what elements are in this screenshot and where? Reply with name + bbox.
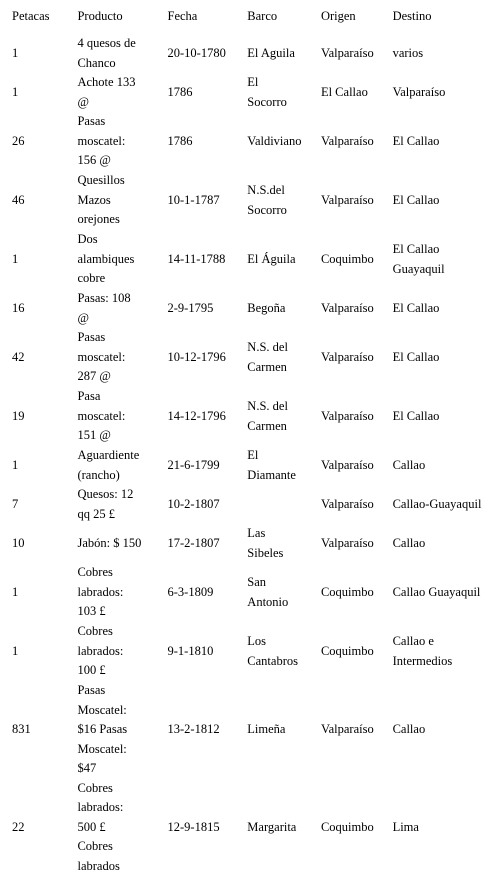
cell-producto [69,34,159,73]
cell-fecha: 1786 [167,133,193,148]
cell-producto-line: moscatel: [77,408,126,423]
table-row [4,171,491,230]
table-row [4,779,491,877]
table-row [4,485,491,524]
cell-barco-line: Begoña [247,300,286,315]
cell-fecha: 10-2-1807 [167,496,220,511]
cell-producto-line: Chanco [77,55,116,70]
cell-destino [385,779,491,877]
cell-producto-line: Cobres [77,839,113,853]
cell-barco-line: El [247,75,259,89]
cell-petacas: 10 [12,535,25,550]
cell-barco [239,112,313,171]
cell-producto-line: @ [77,310,89,325]
cell-destino [385,485,491,524]
cell-barco-line: Socorro [247,94,287,109]
cell-origen: Valparaíso [320,349,374,364]
cell-petacas: 1 [12,251,19,266]
cell-origen: El Callao [320,84,368,99]
cell-barco-line: San [247,575,267,589]
cell-producto-line: Pasa [77,389,101,404]
table-row [4,446,491,485]
cell-producto-line: (rancho) [77,467,120,482]
table-row [4,524,491,563]
cell-origen: Valparaíso [320,300,374,315]
cell-fecha: 10-1-1787 [167,192,220,207]
cell-barco-line: El Aguila [247,45,295,60]
cell-producto-line: Mazos [77,192,111,207]
cell-barco [239,622,313,681]
cell-producto [69,230,159,289]
cell-fecha: 20-10-1780 [167,45,226,60]
header-destino: Destino [392,9,432,24]
cell-fecha: 21-6-1799 [167,457,220,472]
cell-petacas: 7 [12,496,19,511]
table-body [4,34,491,876]
cell-petacas: 1 [12,643,19,658]
cell-destino-line: Intermedios [392,653,453,668]
cell-barco-line: Limeña [247,722,286,736]
cell-petacas: 16 [12,300,25,315]
cell-destino-line: Callao [392,722,426,736]
cell-barco [239,779,313,877]
cell-barco [239,73,313,112]
cell-producto-line: $47 [77,761,97,775]
cell-origen: Coquimbo [320,643,374,658]
cell-destino-line: El Callao [392,349,440,364]
cell-producto-line: labrados: [77,643,124,658]
cell-barco [239,34,313,73]
cell-producto-line: Achote 133 [77,75,136,89]
table-row [4,73,491,112]
cell-destino [385,34,491,73]
cell-producto-line: Pasas [77,114,106,129]
table-row [4,563,491,622]
cell-producto-line: Moscatel: [77,702,127,717]
cell-barco [239,171,313,230]
cell-destino-line: Callao-Guayaquil [392,496,482,511]
cell-producto-line: labrados: [77,584,124,599]
table-row [4,328,491,387]
cell-destino [385,171,491,230]
cell-producto-line: Cobres [77,624,113,639]
cell-petacas: 46 [12,192,25,207]
cell-destino [385,289,491,328]
cell-petacas: 22 [12,819,25,834]
cell-destino [385,230,491,289]
cell-barco [239,446,313,485]
cell-producto [69,779,159,877]
cell-barco [239,289,313,328]
cell-fecha: 13-2-1812 [167,722,220,736]
cell-destino [385,73,491,112]
cell-barco [239,328,313,387]
cell-producto-line: 103 £ [77,604,106,619]
shipments-table [4,0,491,876]
cell-barco-line: N.S. del [247,340,288,354]
cell-producto-line: Dos [77,232,98,247]
cell-fecha: 10-12-1796 [167,349,226,364]
cell-producto [69,485,159,524]
cell-origen: Coquimbo [320,584,374,599]
cell-origen: Valparaíso [320,496,374,511]
cell-destino-line: Callao e [392,634,434,648]
cell-producto [69,289,159,328]
cell-destino-line: Valparaíso [392,84,446,99]
cell-barco-line: Diamante [247,467,296,482]
cell-producto-line: Pasas [77,330,106,345]
cell-petacas: 1 [12,584,19,599]
cell-producto-line: labrados: [77,800,124,814]
cell-producto-line: 100 £ [77,663,106,678]
cell-producto-line: $16 Pasas [77,722,128,736]
cell-destino-line: Callao Guayaquil [392,584,481,599]
cell-producto-line: cobre [77,271,106,286]
cell-petacas: 19 [12,408,25,423]
cell-fecha: 2-9-1795 [167,300,214,315]
cell-barco [239,681,313,779]
cell-barco-line: Socorro [247,202,287,217]
cell-producto [69,681,159,779]
cell-barco-line: Sibeles [247,545,284,560]
cell-producto [69,387,159,446]
table-row [4,34,491,73]
cell-barco-line: N.S.del [247,183,285,197]
cell-destino [385,622,491,681]
cell-producto-line: Pasas: 108 [77,291,131,305]
cell-barco-line: N.S. del [247,399,288,413]
cell-barco-line: El Águila [247,251,296,266]
cell-destino-line: El Callao [392,242,440,256]
header-fecha: Fecha [167,9,198,24]
cell-destino-line: varios [392,45,424,60]
cell-origen: Valparaíso [320,408,374,423]
cell-producto-line: 151 @ [77,428,111,443]
cell-producto-line: Cobres [77,565,113,580]
cell-barco [239,387,313,446]
table-row [4,230,491,289]
cell-fecha: 14-12-1796 [167,408,226,423]
cell-producto-line: Aguardiente [77,448,140,462]
cell-barco-line: Valdiviano [247,133,302,148]
cell-destino [385,446,491,485]
cell-fecha: 14-11-1788 [167,251,226,266]
header-producto: Producto [77,9,123,24]
cell-origen: Valparaíso [320,722,374,736]
cell-destino [385,563,491,622]
cell-petacas: 831 [12,722,31,736]
cell-barco-line: Carmen [247,359,287,374]
cell-barco-line: El [247,448,259,462]
cell-destino-line: El Callao [392,408,440,423]
cell-barco [239,485,313,524]
cell-producto [69,622,159,681]
cell-producto-line: 156 @ [77,153,111,168]
cell-fecha: 6-3-1809 [167,584,214,599]
cell-origen: Valparaíso [320,535,374,550]
cell-producto [69,524,159,563]
cell-origen: Valparaíso [320,457,374,472]
cell-petacas: 1 [12,45,19,60]
table-row [4,622,491,681]
header-petacas: Petacas [12,9,50,24]
cell-producto-line: 287 @ [77,369,111,384]
cell-petacas: 42 [12,349,25,364]
cell-producto-line: moscatel: [77,349,126,364]
cell-barco-line: Los [247,634,267,648]
cell-producto-line: Quesos: 12 [77,487,134,501]
cell-destino-line: Callao [392,457,426,472]
cell-producto-line: Pasas [77,683,106,697]
cell-destino-line: El Callao [392,300,440,315]
cell-producto-line: labrados [77,858,120,873]
cell-petacas: 26 [12,133,25,148]
cell-petacas: 1 [12,84,19,99]
cell-destino [385,387,491,446]
cell-destino-line: Guayaquil [392,261,445,276]
cell-producto-line: moscatel: [77,133,126,148]
table-row [4,681,491,779]
cell-barco-line: Las [247,526,266,540]
cell-fecha: 17-2-1807 [167,535,220,550]
cell-fecha: 9-1-1810 [167,643,214,658]
cell-producto-line: Cobres [77,780,113,795]
cell-destino-line: El Callao [392,192,440,207]
cell-producto [69,446,159,485]
cell-destino-line: El Callao [392,133,440,148]
cell-barco [239,524,313,563]
cell-barco-line: Carmen [247,418,287,433]
cell-fecha: 12-9-1815 [167,819,220,834]
cell-producto-line: Moscatel: [77,741,127,756]
cell-origen: Coquimbo [320,819,374,834]
cell-producto-line: 500 £ [77,819,106,834]
cell-producto-line: @ [77,94,89,109]
header-origen: Origen [320,9,356,24]
cell-petacas: 1 [12,457,19,472]
cell-producto-line: 4 quesos de [77,36,136,50]
cell-barco-line: Cantabros [247,653,298,668]
cell-producto-line: qq 25 £ [77,506,115,521]
cell-origen: Valparaíso [320,192,374,207]
table-row [4,387,491,446]
cell-producto-line: Jabón: $ 150 [77,535,142,550]
cell-producto [69,73,159,112]
cell-barco-line: Margarita [247,819,297,834]
table-row [4,289,491,328]
cell-destino [385,328,491,387]
cell-origen: Coquimbo [320,251,374,266]
cell-origen: Valparaíso [320,45,374,60]
cell-producto-line: Quesillos [77,173,125,188]
cell-producto-line: orejones [77,212,120,227]
cell-barco-line: Antonio [247,594,289,609]
cell-destino [385,112,491,171]
header-barco: Barco [247,9,278,24]
cell-destino-line: Lima [392,819,419,834]
cell-destino [385,524,491,563]
cell-producto [69,328,159,387]
cell-producto [69,112,159,171]
cell-fecha: 1786 [167,84,193,99]
cell-producto [69,563,159,622]
cell-destino-line: Callao [392,535,426,550]
cell-producto [69,171,159,230]
cell-barco [239,230,313,289]
table-row [4,112,491,171]
cell-destino [385,681,491,779]
header-row [4,0,491,34]
cell-origen: Valparaíso [320,133,374,148]
cell-barco [239,563,313,622]
cell-producto-line: alambiques [77,251,135,266]
